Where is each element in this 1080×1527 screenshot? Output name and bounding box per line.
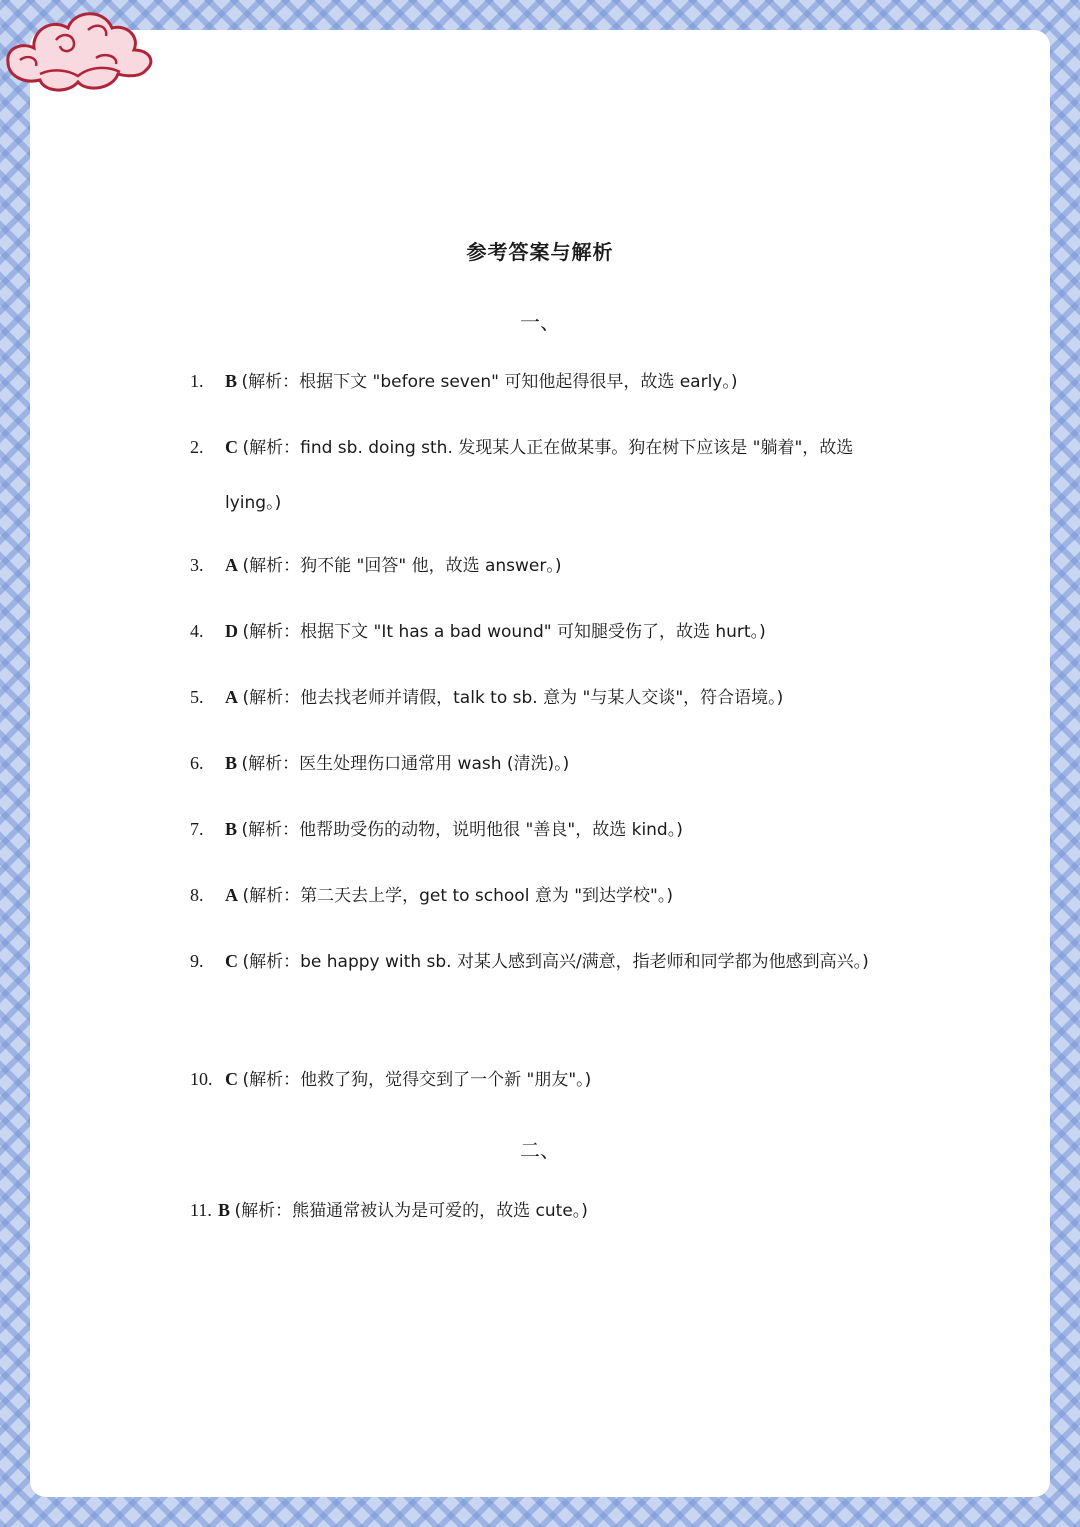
item-number: 10. [190, 1069, 213, 1089]
section-heading-1: 一、 [520, 310, 560, 334]
item-number: 8. [190, 885, 204, 905]
answer-item-6 [190, 736, 900, 791]
answer-item-2 [190, 420, 900, 530]
item-number: 4. [190, 621, 204, 641]
answer-item-4 [190, 604, 900, 659]
explanation-text: (解析：他救了狗，觉得交到了一个新 "朋友"。) [242, 1070, 592, 1090]
answer-item-11 [190, 1183, 900, 1238]
page-title: 参考答案与解析 [466, 240, 614, 264]
answer-letter: D [225, 621, 238, 641]
item-number: 11. [190, 1200, 212, 1220]
explanation-text: (解析：狗不能 "回答" 他，故选 answer。) [242, 556, 562, 576]
item-number: 3. [190, 555, 204, 575]
answer-item-7 [190, 802, 900, 857]
section-heading-2: 二、 [520, 1138, 560, 1162]
answer-letter: B [225, 371, 238, 391]
answer-letter: B [218, 1200, 231, 1220]
answer-letter: B [225, 753, 238, 773]
answer-letter: A [225, 885, 238, 905]
explanation-text: (解析：第二天去上学，get to school 意为 "到达学校"。) [242, 886, 674, 906]
item-number: 2. [190, 437, 204, 457]
cloud-ornament-icon [0, 0, 160, 110]
answer-item-5 [190, 670, 900, 725]
item-number: 1. [190, 371, 204, 391]
answer-letter: A [225, 555, 238, 575]
answer-letter: B [225, 819, 238, 839]
answer-item-1 [190, 354, 900, 409]
answer-item-3 [190, 538, 900, 593]
explanation-text: (解析：医生处理伤口通常用 wash (清洗)。) [241, 754, 570, 774]
item-number: 9. [190, 951, 204, 971]
item-number: 7. [190, 819, 204, 839]
item-number: 6. [190, 753, 204, 773]
answer-item-9 [190, 934, 900, 989]
explanation-text: (解析：根据下文 "before seven" 可知他起得很早，故选 early。) [241, 372, 738, 392]
answer-item-8 [190, 868, 900, 923]
answer-letter: C [225, 437, 238, 457]
answer-item-10 [190, 1052, 900, 1107]
answer-letter: A [225, 687, 238, 707]
explanation-text: (解析：熊猫通常被认为是可爱的，故选 cute。) [234, 1201, 588, 1221]
explanation-text: (解析：他去找老师并请假，talk to sb. 意为 "与某人交谈"，符合语境。) [242, 688, 784, 708]
explanation-text: (解析：他帮助受伤的动物，说明他很 "善良"，故选 kind。) [241, 820, 683, 840]
item-number: 5. [190, 687, 204, 707]
explanation-text: (解析：根据下文 "It has a bad wound" 可知腿受伤了，故选 hurt。) [242, 622, 766, 642]
answer-letter: C [225, 1069, 238, 1089]
explanation-text: (解析：be happy with sb. 对某人感到高兴/满意，指老师和同学都为他感到高兴。) [242, 952, 869, 972]
explanation-text: (解析：find sb. doing sth. 发现某人正在做某事。狗在树下应该是 "躺着"，故选 lying。) [225, 438, 854, 513]
answer-letter: C [225, 951, 238, 971]
